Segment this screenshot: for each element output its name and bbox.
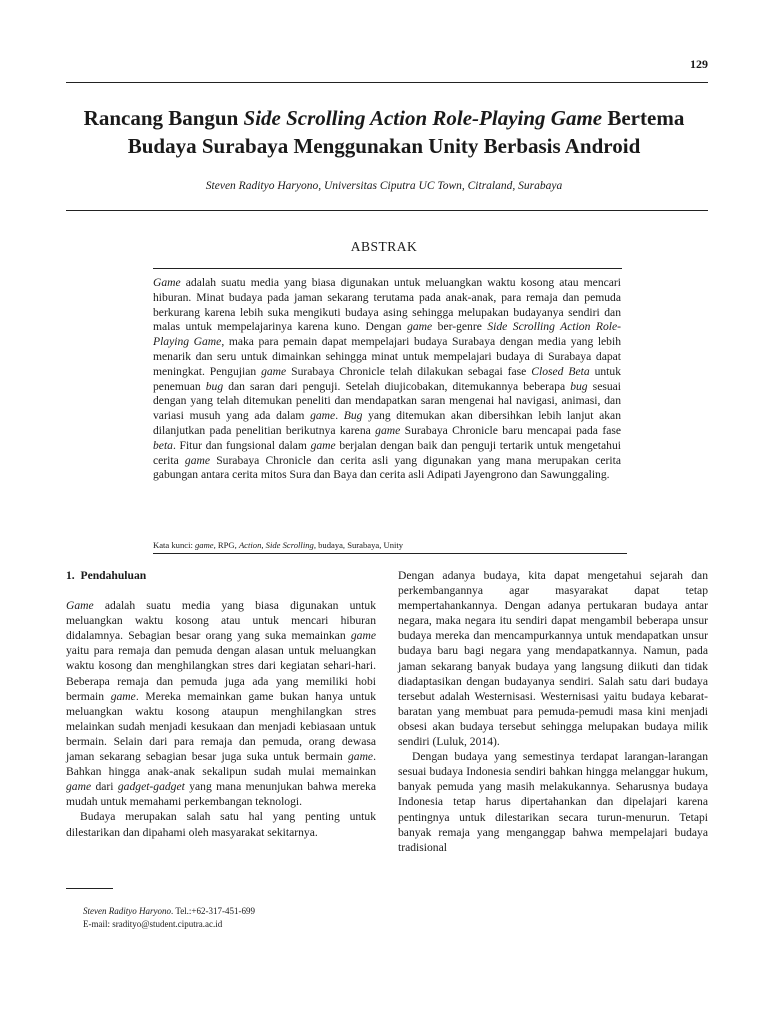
title-line-2: Budaya Surabaya Menggunakan Unity Berbasis Android [127,134,641,158]
abstract-term: game [310,438,336,452]
abstract-term: game [407,320,433,334]
keyword-text: , RPG, [213,540,239,550]
footnote [83,905,255,930]
page-number: 129 [690,57,708,71]
footnote-name: Steven Radityo Haryono [83,906,171,916]
left-term: gadget-gadget [117,780,185,794]
abstract-text: yang ditemukan akan dibersihkan lebih lanjut akan dilanjutkan pada penelitian berikutnya karena [153,409,621,437]
left-term: game [110,689,136,703]
abstract-text: . Fitur dan fungsional dalam [172,438,311,452]
abstract-bottom-rule [153,553,627,554]
abstract-text: Surabaya Chronicle telah dilakukan sebagai fase [286,364,532,378]
left-text: . Bahkan hingga anak-anak sekalipun sudah mulai memainkan [66,750,376,779]
abstract-term: beta [153,438,173,452]
keywords-label: Kata kunci: [153,540,195,550]
abstract-text: Surabaya Chronicle dan cerita asli yang digunakan yang mana merupakan cerita gabungan antara cerita mitos Sura dan Baya dan cerita asli Adipati Jayengrono dan Sawunggaling. [153,453,621,482]
abstract-text: dan saran dari penguji. Setelah diujicobakan, ditemukannya beberapa [223,379,571,393]
left-text: yaitu para remaja dan pemuda dengan alasan untuk meluangkan waktu kosong dan menghilangkan stres dari kegiatan sehari-hari. Beberapa remaja dan pemuda juga ada yang memiliki hobi bermain [66,644,376,703]
abstract-term: game [375,423,401,437]
header-rule [66,82,708,83]
abstract-text: adalah suatu media yang biasa digunakan untuk meluangkan waktu kosong atau mencari hiburan. Minat budaya pada jaman sekarang terutama pada anak-anak, para remaja dan pemuda berkurang karena lebih suka mengikuti budaya asing sehingga melupakan budayanya sendiri dan malas untuk mempelajarinya karena kuno. Dengan [153,276,621,334]
abstract-heading: ABSTRAK [350,239,418,254]
keywords-line [153,540,403,550]
abstract-text: untuk penemuan [153,364,621,393]
right-column [398,568,708,855]
title-part-1: Rancang Bangun [83,106,244,130]
abstract-text: Surabaya Chronicle baru mencapai pada fase [400,423,621,437]
abstract-text: . [335,409,344,423]
abstract-term: game [310,409,336,423]
left-paragraph-2: Budaya merupakan salah satu hal yang penting untuk dilestarikan dan dipahami oleh masyarakat sekitarnya. [66,810,376,839]
left-term: game [347,750,374,764]
abstract-term: Closed Beta [531,364,590,378]
keyword-term: Side Scrolling [265,540,314,550]
left-term: game [66,780,92,794]
abstract-term: bug [205,379,224,393]
footnote-tel: . Tel.:+62-317-451-699 [170,906,256,916]
title-italic: Side Scrolling Action Role-Playing Game [243,106,603,130]
section-heading: 1. Pendahuluan [66,569,147,582]
title-rule [66,210,708,211]
abstract-term: Side Scrolling Action Role-Playing Game [153,320,621,349]
left-term: Game [66,599,94,613]
left-term: game [350,629,376,643]
abstract-term: Game [153,276,181,289]
left-text: dari [91,780,118,794]
footnote-email: E-mail: sradityo@student.ciputra.ac.id [83,918,223,929]
keyword-text: , [261,540,266,550]
keyword-term: Action [238,540,262,550]
abstract-top-rule [153,268,622,269]
left-text: yang mana menunjukan bahwa mereka mudah untuk memahami perkembangan teknologi. [66,780,376,809]
right-paragraph-1: Dengan adanya budaya, kita dapat mengetahui sejarah dan perkembangannya agar masyarakat dapat tetap mempertahankannya. Dengan adanya pertukaran budaya antar negara, maka negara itu sendiri dapat mengambil beberapa unsur budaya mereka dan mencampurkannya untuk mendapatkan unsur budaya baru bagi negara yang mendapatkannya. Namun, pada jaman sekarang banyak budaya yang langsung diikuti dan tidak diadaptasikan dengan budayanya sendiri. Salah satu dari budaya tersebut adalah Westernisasi. Westernisasi yaitu budaya kebarat-baratan yang membuat para pemuda-pemudi masa kini menjadi obsesi akan budaya tersebut sehingga melupakan budaya milik sendiri (Luluk, 2014). [398,569,708,749]
footnote-rule [66,888,113,889]
abstract-body [153,276,621,483]
abstract-term: bug [570,379,588,393]
left-text: . Mereka memainkan game bukan hanya untuk meluangkan waktu kosong ataupun menghilangkan stres melainkan sudah menjadi kesukaan dan menjadi kebiasaan untuk bermain. Selain dari para remaja dan pemuda, orang dewasa jaman sekarang sebagian besar juga suka untuk bermain [66,689,376,764]
left-column [66,568,376,840]
abstract-term: game [261,364,287,378]
abstract-term: Bug [343,409,363,423]
abstract-text: sesuai dengan yang telah ditemukan peneliti dan mendapatkan saran mengenai hal navigasi, animasi, dan variasi musuh yang ada dalam [153,379,622,423]
keyword-text: , budaya, Surabaya, Unity [313,540,404,550]
paper-title [60,104,708,160]
left-text: adalah suatu media yang biasa digunakan untuk meluangkan waktu kosong atau untuk mencari hiburan didalamnya. Sebagian besar orang yang suka memainkan [66,599,376,643]
title-part-2: Bertema [602,106,685,130]
abstract-text: , maka para pemain dapat mempelajari budaya Surabaya dengan media yang lebih menarik dan seru untuk dimainkan sehingga minat untuk mempelajari budaya di Surabaya dapat meningkat. Pengujian [153,335,621,378]
keyword-term: game [195,540,214,550]
right-paragraph-2: Dengan budaya yang semestinya terdapat larangan-larangan sesuai budaya Indonesia sendiri bahkan hingga melanggar hukum, banyak pemuda yang masih melakukannya. Seharusnya budaya Indonesia tetap harus dipertahankan dan dipelajari karena pentingnya untuk dilestarikan secara turun-menurun. Tetapi banyak remaja yang menganggap bahwa mempelajari budaya tradisional [398,750,708,854]
abstract-text: ber-genre [432,320,488,334]
left-paragraph-1 [66,598,376,809]
abstract-text: berjalan dengan baik dan penguji tertarik untuk mengetahui cerita [153,438,621,467]
author-line: Steven Radityo Haryono, Universitas Ciputra UC Town, Citraland, Surabaya [205,180,563,192]
footnote-author-line [83,905,255,918]
abstract-term: game [184,453,211,467]
